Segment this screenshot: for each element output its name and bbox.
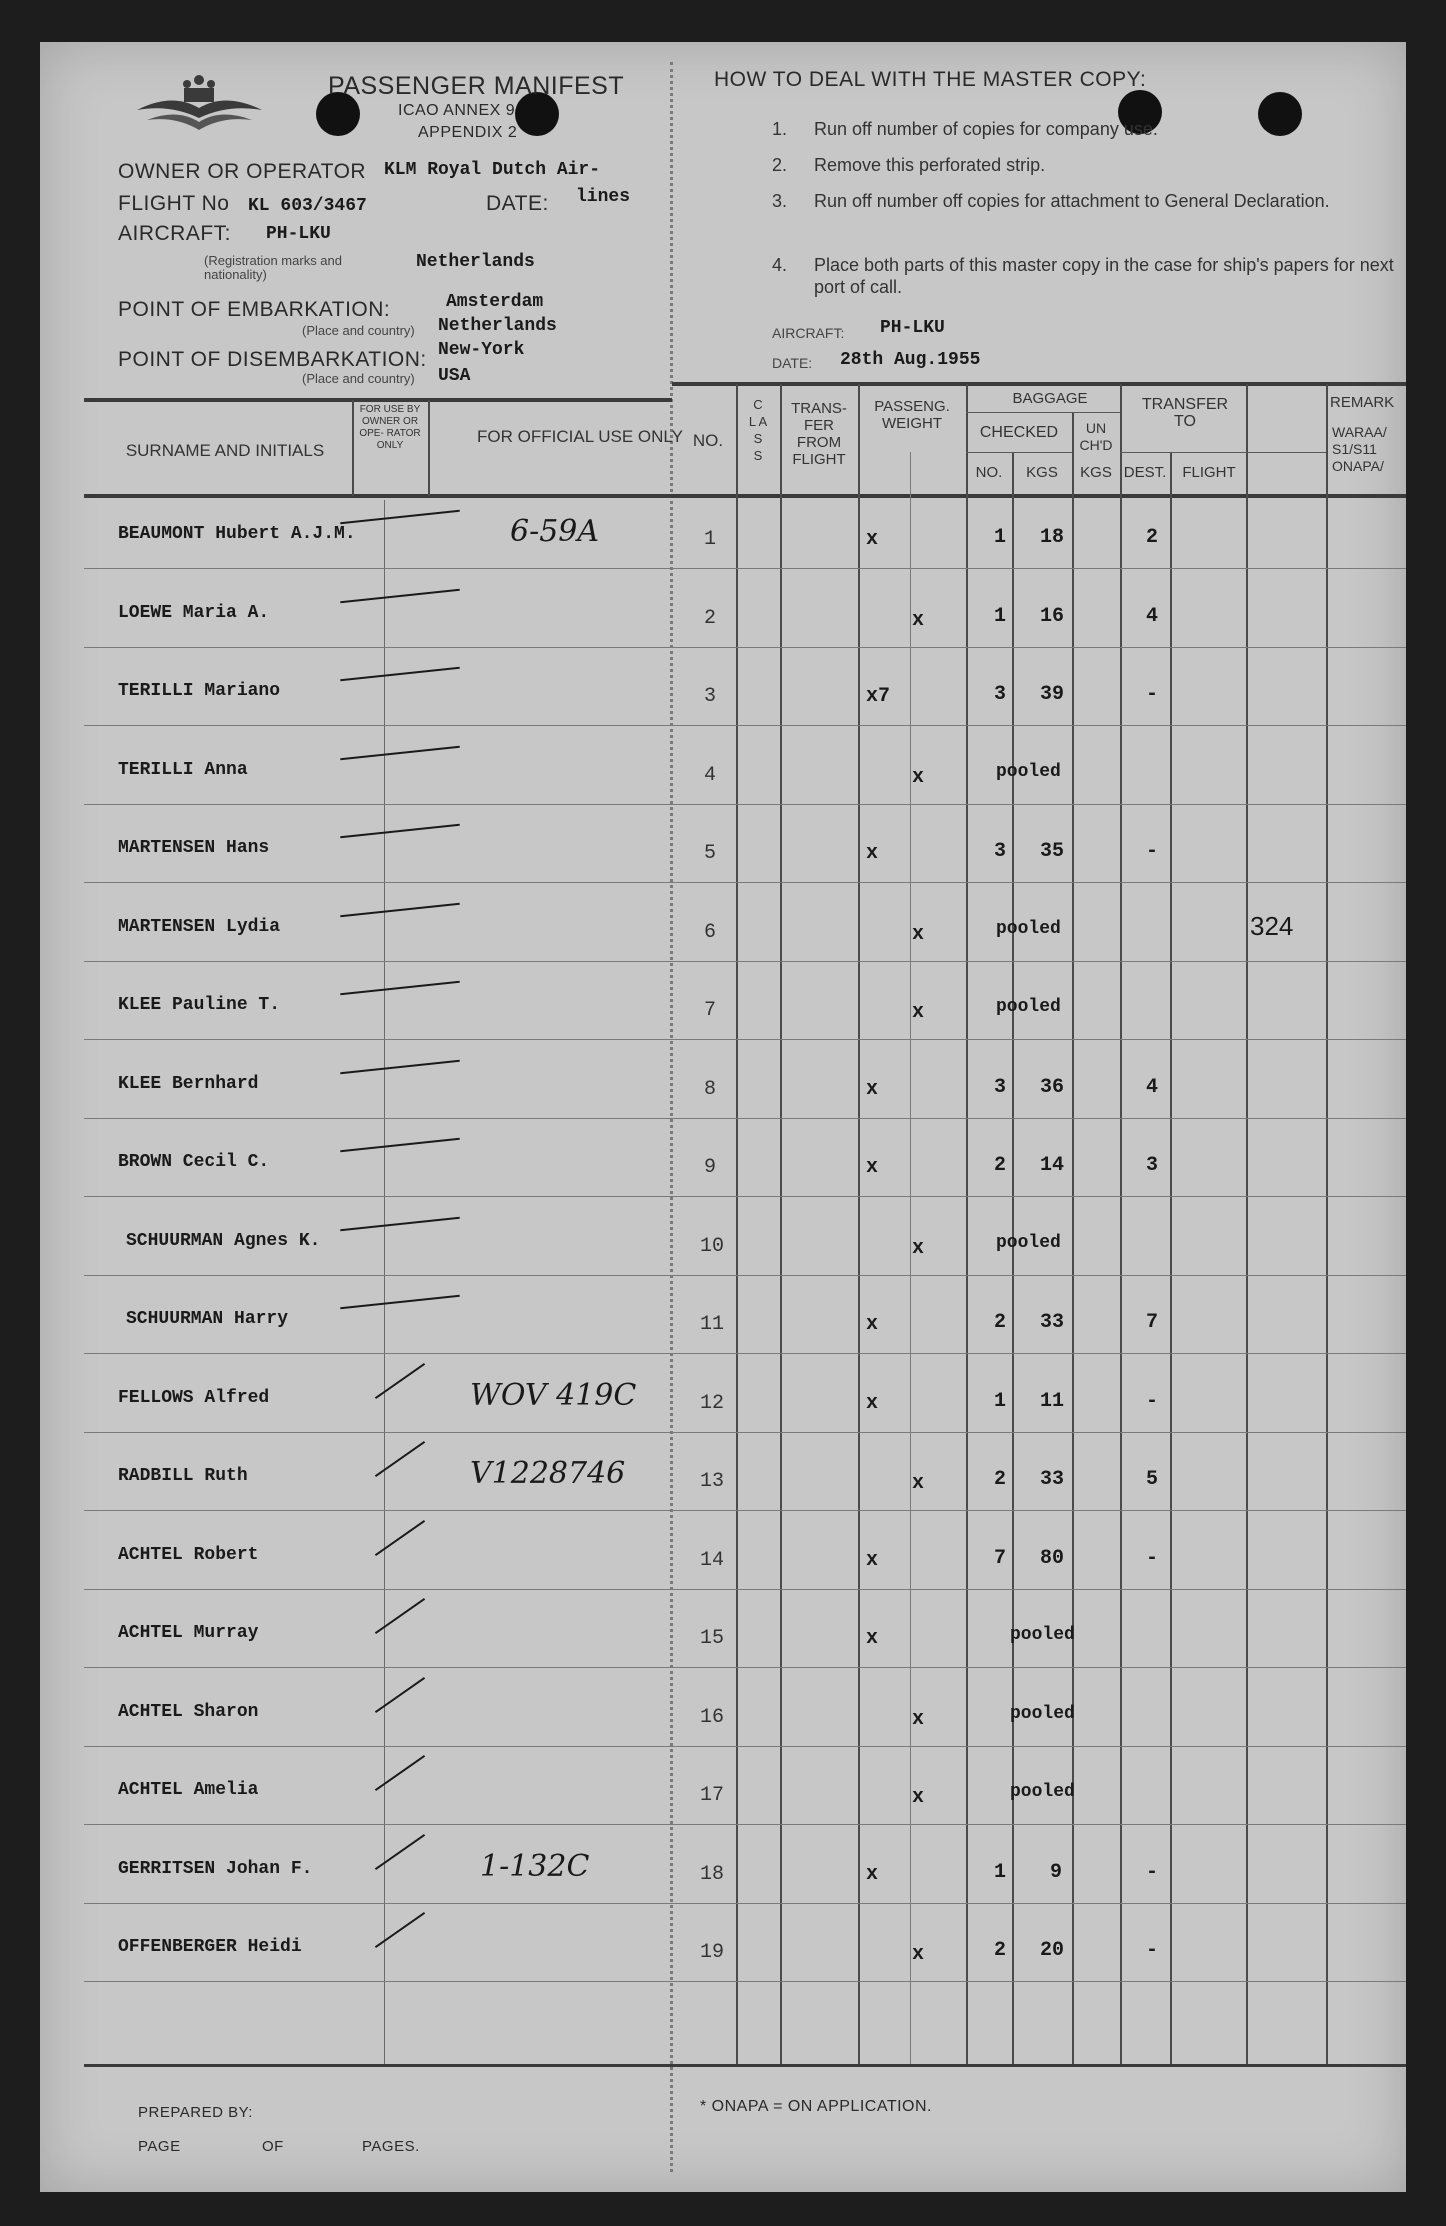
weight-mark-1: x	[866, 842, 879, 865]
passenger-no: 10	[700, 1235, 725, 1258]
unchecked-kgs: -	[1146, 1390, 1159, 1413]
unchecked-kgs: -	[1146, 683, 1159, 706]
baggage-pooled: pooled	[996, 997, 1061, 1017]
owner-check-stroke	[375, 1755, 425, 1791]
klm-crown-logo	[132, 70, 267, 140]
passenger-no: 15	[700, 1627, 725, 1650]
transfer-to-header: TRANSFER TO	[1141, 396, 1229, 430]
owner-check-stroke	[375, 1441, 425, 1477]
disembarkation-place: New-York	[438, 340, 525, 360]
row-separator	[84, 1589, 1406, 1590]
owner-check-stroke	[340, 1217, 460, 1232]
passenger-name: ACHTEL Sharon	[118, 1702, 259, 1722]
row-separator	[84, 1667, 1406, 1668]
official-use-entry: 6-59A	[510, 514, 600, 549]
weight-mark-1: x7	[866, 685, 891, 708]
of-label: OF	[262, 2138, 284, 2155]
passenger-name: KLEE Pauline T.	[118, 995, 281, 1015]
passenger-name: SCHUURMAN Agnes K.	[126, 1231, 321, 1251]
checked-kgs: 36	[1040, 1076, 1065, 1099]
table-bottom-rule	[84, 2064, 1406, 2067]
flight-value: KL 603/3467	[248, 196, 367, 216]
passenger-no: 19	[700, 1941, 725, 1964]
passenger-name: MARTENSEN Lydia	[118, 917, 281, 937]
instruction-number: 2.	[772, 155, 788, 175]
flight-label: FLIGHT No	[118, 192, 230, 215]
row-separator	[84, 1275, 1406, 1276]
checked-kgs: 20	[1040, 1939, 1065, 1962]
row-separator	[84, 1353, 1406, 1354]
page-title: PASSENGER MANIFEST	[328, 72, 625, 100]
col-divider	[910, 452, 911, 2064]
checked-no: 1	[994, 605, 1007, 628]
transfer-from-header: TRANS- FER FROM FLIGHT	[791, 400, 847, 468]
passenger-name: ACHTEL Robert	[118, 1545, 259, 1565]
passenger-no: 18	[700, 1863, 725, 1886]
passenger-name: LOEWE Maria A.	[118, 603, 270, 623]
col-divider	[966, 384, 968, 2064]
official-use-entry: V1228746	[470, 1456, 626, 1491]
owner-check-stroke	[340, 824, 460, 839]
passenger-no: 1	[704, 528, 717, 551]
owner-check-stroke	[340, 667, 460, 682]
disembarkation-label: POINT OF DISEMBARKATION:	[118, 348, 427, 371]
passenger-name: TERILLI Anna	[118, 760, 248, 780]
passenger-name: SCHUURMAN Harry	[126, 1309, 289, 1329]
weight-mark-2: x	[912, 1001, 925, 1024]
baggage-pooled: pooled	[1010, 1704, 1075, 1724]
row-separator	[84, 882, 1406, 883]
checked-no: 3	[994, 683, 1007, 706]
appendix-label: APPENDIX 2	[418, 124, 518, 141]
row-separator	[84, 1746, 1406, 1747]
transfer-flight: 324	[1250, 911, 1294, 941]
owner-check-stroke	[340, 1295, 460, 1310]
instruction-text: Run off number off copies for attachment to General Declaration.	[814, 191, 1330, 211]
official-use-entry: WOV 419C	[470, 1378, 637, 1413]
instruction-text: Run off number of copies for company use.	[814, 119, 1158, 139]
unchecked-kgs: 7	[1146, 1311, 1159, 1334]
unchecked-kgs: -	[1146, 840, 1159, 863]
page-label: PAGE	[138, 2138, 181, 2155]
owner-check-stroke	[340, 981, 460, 996]
weight-mark-2: x	[912, 609, 925, 632]
remarks-header: REMARK	[1330, 394, 1395, 411]
table-top-rule-left	[84, 398, 672, 402]
checked-kgs: 33	[1040, 1311, 1065, 1334]
weight-mark-2: x	[912, 766, 925, 789]
transfer-subline	[1120, 452, 1326, 453]
checked-no: 7	[994, 1547, 1007, 1570]
baggage-header: BAGGAGE	[1012, 390, 1088, 407]
passenger-no: 8	[704, 1078, 717, 1101]
passenger-name: RADBILL Ruth	[118, 1466, 248, 1486]
checked-no: 3	[994, 840, 1007, 863]
weight-mark-1: x	[866, 528, 879, 551]
pages-label: PAGES.	[362, 2138, 420, 2155]
col-divider	[1170, 452, 1172, 2064]
perforated-divider	[670, 62, 673, 2172]
weight-mark-2: x	[912, 1237, 925, 1260]
instruction-text: Place both parts of this master copy in the case for ship's papers for next port of call.	[814, 255, 1394, 297]
passenger-no: 17	[700, 1784, 725, 1807]
passenger-no: 12	[700, 1392, 725, 1415]
checked-header: CHECKED	[979, 424, 1059, 441]
passenger-no: 13	[700, 1470, 725, 1493]
col-divider	[1012, 452, 1014, 2064]
checked-kgs: 39	[1040, 683, 1065, 706]
weight-mark-1: x	[866, 1156, 879, 1179]
checked-no: 1	[994, 526, 1007, 549]
passenger-name: ACHTEL Amelia	[118, 1780, 259, 1800]
owner-value-cont: lines	[576, 187, 631, 207]
weight-mark-1: x	[866, 1549, 879, 1572]
col-divider	[1072, 412, 1074, 2064]
passenger-no: 11	[700, 1313, 725, 1336]
checked-no: 2	[994, 1939, 1007, 1962]
row-separator	[84, 1118, 1406, 1119]
nationality-value: Netherlands	[416, 252, 535, 272]
instruction-text: Remove this perforated strip.	[814, 155, 1046, 175]
checked-kgs: 16	[1040, 605, 1065, 628]
col-divider	[858, 384, 860, 2064]
passenger-name: BEAUMONT Hubert A.J.M.	[118, 524, 356, 544]
surname-header: SURNAME AND INITIALS	[125, 441, 325, 460]
weight-mark-1: x	[866, 1392, 879, 1415]
checked-kgs: 11	[1040, 1390, 1065, 1413]
unchecked-kgs: 4	[1146, 605, 1159, 628]
unchecked-kgs: -	[1146, 1547, 1159, 1570]
row-separator	[84, 647, 1406, 648]
weight-mark-2: x	[912, 1708, 925, 1731]
col-divider	[384, 500, 385, 2064]
aircraft-label: AIRCRAFT:	[118, 222, 232, 245]
remarks-sub-header: WARAA/ S1/S11 ONAPA/	[1332, 424, 1387, 474]
checked-kgs: 80	[1040, 1547, 1065, 1570]
passenger-no: 14	[700, 1549, 725, 1572]
passenger-name: GERRITSEN Johan F.	[118, 1859, 313, 1879]
annex-label: ICAO ANNEX 9	[398, 102, 516, 119]
passenger-name: ACHTEL Murray	[118, 1623, 259, 1643]
checked-kgs: 33	[1040, 1468, 1065, 1491]
owner-check-stroke	[375, 1912, 425, 1948]
weight-mark-2: x	[912, 1786, 925, 1809]
checked-kgs: 14	[1040, 1154, 1065, 1177]
passenger-name: TERILLI Mariano	[118, 681, 281, 701]
unchecked-kgs: 4	[1146, 1076, 1159, 1099]
place-note: (Place and country)	[302, 323, 415, 338]
owner-check-stroke	[375, 1520, 425, 1556]
col-divider	[780, 384, 782, 2064]
passenger-no: 16	[700, 1706, 725, 1729]
owner-check-stroke	[375, 1834, 425, 1870]
baggage-pooled: pooled	[1010, 1625, 1075, 1645]
col-divider	[1246, 384, 1248, 2064]
baggage-pooled: pooled	[996, 762, 1061, 782]
embarkation-place: Amsterdam	[446, 292, 544, 312]
row-separator	[84, 1510, 1406, 1511]
dest-header: DEST.	[1123, 464, 1167, 481]
official-use-entry: 1-132C	[480, 1849, 590, 1884]
weight-mark-2: x	[912, 923, 925, 946]
unchecked-kgs: 2	[1146, 526, 1159, 549]
passenger-no: 4	[704, 764, 717, 787]
owner-check-stroke	[340, 1060, 460, 1075]
row-separator	[84, 725, 1406, 726]
owner-label: OWNER OR OPERATOR	[118, 160, 367, 183]
flight-header: FLIGHT	[1182, 464, 1236, 481]
row-separator	[84, 568, 1406, 569]
table-header-bottom	[84, 494, 1406, 498]
checked-no: 3	[994, 1076, 1007, 1099]
right-aircraft-label: AIRCRAFT:	[772, 325, 845, 341]
col-divider	[1326, 384, 1328, 2064]
weight-mark-2: x	[912, 1943, 925, 1966]
checked-kgs: 18	[1040, 526, 1065, 549]
date-label: DATE:	[486, 192, 549, 215]
checked-kgs-header: KGS	[1026, 464, 1058, 481]
baggage-pooled: pooled	[996, 919, 1061, 939]
unchecked-kgs: -	[1146, 1861, 1159, 1884]
instructions-title: HOW TO DEAL WITH THE MASTER COPY:	[714, 68, 1147, 91]
passenger-no: 3	[704, 685, 717, 708]
prepared-by-label: PREPARED BY:	[138, 2104, 253, 2121]
checked-no: 2	[994, 1311, 1007, 1334]
owner-check-stroke	[340, 1138, 460, 1153]
no-header: NO.	[692, 431, 724, 450]
owner-value: KLM Royal Dutch Air-	[384, 160, 601, 180]
instruction-number: 4.	[772, 255, 788, 275]
passenger-name: OFFENBERGER Heidi	[118, 1937, 302, 1957]
owner-check-stroke	[375, 1677, 425, 1713]
row-separator	[84, 1432, 1406, 1433]
onapa-note: * ONAPA = ON APPLICATION.	[700, 2098, 932, 2115]
weight-mark-1: x	[866, 1078, 879, 1101]
weight-mark-1: x	[866, 1313, 879, 1336]
instruction-number: 3.	[772, 191, 788, 211]
embarkation-country: Netherlands	[438, 316, 557, 336]
passenger-name: MARTENSEN Hans	[118, 838, 270, 858]
disembarkation-country: USA	[438, 366, 471, 386]
passenger-name: FELLOWS Alfred	[118, 1388, 270, 1408]
right-date-value: 28th Aug.1955	[840, 350, 981, 370]
table-top-rule-right	[672, 382, 1406, 386]
passeng-weight-header: PASSENG. WEIGHT	[874, 398, 950, 432]
manifest-sheet	[40, 42, 1406, 2192]
official-use-header: FOR OFFICIAL USE ONLY	[477, 427, 683, 446]
row-separator	[84, 1981, 1406, 1982]
checked-kgs: 35	[1040, 840, 1065, 863]
checked-no: 2	[994, 1468, 1007, 1491]
passenger-name: BROWN Cecil C.	[118, 1152, 270, 1172]
embarkation-label: POINT OF EMBARKATION:	[118, 298, 391, 321]
owner-check-stroke	[340, 589, 460, 604]
passenger-no: 7	[704, 999, 717, 1022]
registration-note: (Registration marks and nationality)	[204, 253, 342, 282]
baggage-pooled: pooled	[1010, 1782, 1075, 1802]
row-separator	[84, 1903, 1406, 1904]
checked-no: 1	[994, 1861, 1007, 1884]
col-divider	[428, 400, 430, 496]
col-divider	[1120, 384, 1122, 2064]
right-date-label: DATE:	[772, 355, 813, 371]
passenger-no: 5	[704, 842, 717, 865]
checked-kgs: 9	[1050, 1861, 1063, 1884]
row-separator	[84, 1039, 1406, 1040]
unchecked-kgs: 3	[1146, 1154, 1159, 1177]
passenger-no: 9	[704, 1156, 717, 1179]
owner-check-stroke	[340, 746, 460, 761]
checked-no: 2	[994, 1154, 1007, 1177]
weight-mark-1: x	[866, 1863, 879, 1886]
col-divider	[736, 384, 738, 2064]
checked-no: 1	[994, 1390, 1007, 1413]
unchecked-kgs: 5	[1146, 1468, 1159, 1491]
aircraft-value: PH-LKU	[266, 224, 331, 244]
passenger-no: 2	[704, 607, 717, 630]
row-separator	[84, 1196, 1406, 1197]
baggage-subline	[966, 412, 1120, 413]
weight-mark-1: x	[866, 1627, 879, 1650]
unchecked-kgs-header: KGS	[1080, 464, 1112, 481]
owner-use-header: FOR USE BY OWNER OR OPE- RATOR ONLY	[359, 404, 421, 451]
checked-no-header: NO.	[975, 464, 1003, 481]
owner-check-stroke	[340, 903, 460, 918]
row-separator	[84, 961, 1406, 962]
checked-subline	[966, 452, 1072, 453]
owner-check-stroke	[375, 1363, 425, 1399]
row-separator	[84, 1824, 1406, 1825]
passenger-no: 6	[704, 921, 717, 944]
unchecked-header: UN CH'D	[1079, 420, 1113, 453]
right-aircraft-value: PH-LKU	[880, 318, 945, 338]
passenger-name: KLEE Bernhard	[118, 1074, 259, 1094]
row-separator	[84, 804, 1406, 805]
baggage-pooled: pooled	[996, 1233, 1061, 1253]
owner-check-stroke	[375, 1598, 425, 1634]
weight-mark-2: x	[912, 1472, 925, 1495]
instruction-number: 1.	[772, 119, 788, 139]
class-header: C L A S S	[748, 397, 768, 463]
place-note: (Place and country)	[302, 371, 415, 386]
unchecked-kgs: -	[1146, 1939, 1159, 1962]
owner-check-stroke	[340, 510, 460, 525]
